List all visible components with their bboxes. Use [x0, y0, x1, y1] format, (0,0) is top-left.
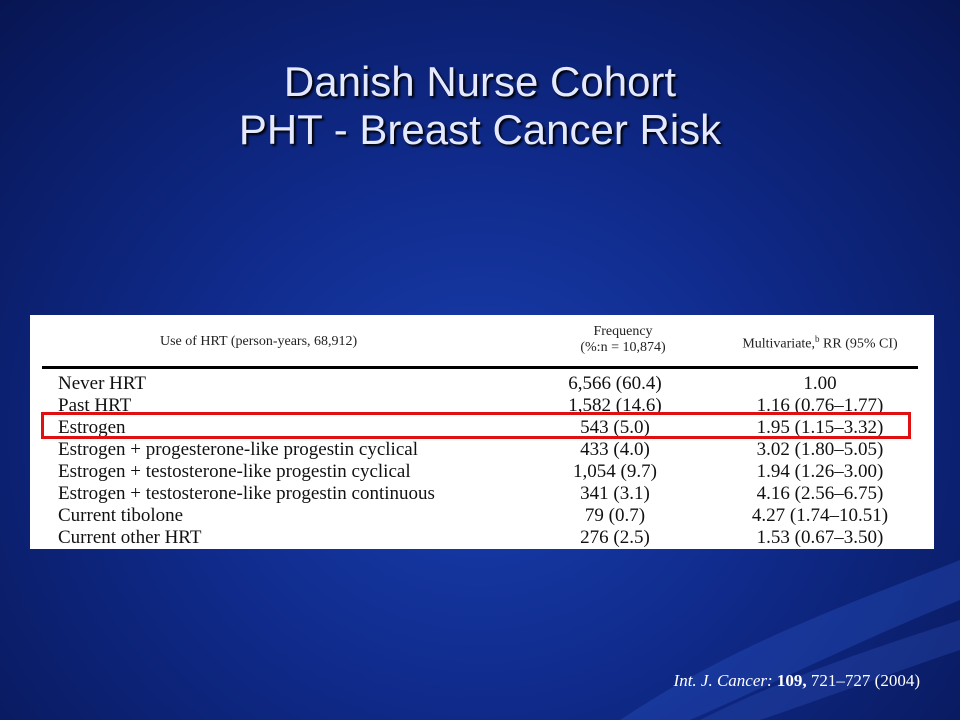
table-row	[30, 483, 934, 505]
header-rr-footnote: b	[815, 334, 820, 344]
citation-journal: Int. J. Cancer:	[673, 671, 773, 690]
header-frequency-line1: Frequency	[593, 324, 653, 339]
row-label: Current tibolone	[58, 505, 184, 526]
citation-pages-year: 721–727 (2004)	[810, 671, 920, 690]
row-frequency: 276 (2.5)	[580, 527, 650, 548]
row-relative-risk: 1.53 (0.67–3.50)	[756, 527, 884, 548]
header-frequency	[563, 324, 683, 356]
row-relative-risk: 1.94 (1.26–3.00)	[756, 461, 884, 482]
title-line-2: PHT - Breast Cancer Risk	[238, 106, 722, 153]
header-rr-suffix: RR (95% CI)	[819, 336, 898, 352]
row-label: Estrogen + testosterone-like progestin continuous	[58, 483, 435, 504]
estrogen-row-highlight	[41, 412, 911, 439]
results-table	[30, 315, 934, 549]
row-label: Estrogen + testosterone-like progestin cyclical	[58, 461, 411, 482]
row-frequency: 79 (0.7)	[584, 505, 646, 526]
table-row	[30, 373, 934, 395]
row-frequency: 543 (5.0)	[580, 417, 650, 438]
header-relative-risk	[706, 334, 934, 353]
row-relative-risk: 1.00	[803, 373, 837, 394]
header-frequency-line2: (%:n = 10,874)	[580, 340, 666, 355]
table-row	[30, 461, 934, 483]
table-body	[30, 373, 934, 549]
citation	[674, 671, 920, 691]
row-relative-risk: 1.95 (1.15–3.32)	[756, 417, 884, 438]
slide-title	[0, 58, 960, 154]
row-frequency: 6,566 (60.4)	[568, 373, 662, 394]
header-divider	[42, 366, 918, 369]
row-relative-risk: 3.02 (1.80–5.05)	[756, 439, 884, 460]
table-row	[30, 439, 934, 461]
row-label: Never HRT	[58, 373, 147, 394]
row-relative-risk: 4.16 (2.56–6.75)	[756, 483, 884, 504]
row-frequency: 1,582 (14.6)	[568, 395, 662, 416]
table-row	[30, 527, 934, 549]
row-label: Estrogen	[58, 417, 126, 438]
row-label: Current other HRT	[58, 527, 202, 548]
citation-volume: 109,	[776, 671, 807, 690]
row-label: Estrogen + progesterone-like progestin cyclical	[58, 439, 418, 460]
title-line-1: Danish Nurse Cohort	[283, 58, 677, 105]
row-frequency: 341 (3.1)	[580, 483, 650, 504]
row-frequency: 1,054 (9.7)	[573, 461, 657, 482]
table-row	[30, 505, 934, 527]
row-label: Past HRT	[58, 395, 132, 416]
row-frequency: 433 (4.0)	[580, 439, 650, 460]
header-rr-prefix: Multivariate,	[742, 336, 816, 352]
row-relative-risk: 4.27 (1.74–10.51)	[751, 505, 889, 526]
row-relative-risk: 1.16 (0.76–1.77)	[756, 395, 884, 416]
header-use-of-hrt: Use of HRT (person-years, 68,912)	[160, 334, 358, 349]
